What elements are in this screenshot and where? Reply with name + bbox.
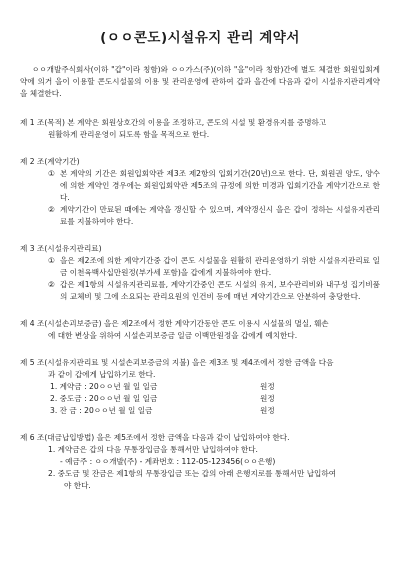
article-2-item <box>20 204 380 228</box>
payment-blank <box>200 381 260 393</box>
payment-suffix: 원정 <box>260 406 275 415</box>
article-3-heading: 제 3 조(시설유지관리료) <box>20 244 102 253</box>
article-5-heading: 제 5 조(시설유지관리료 및 시설손괴보증금의 지불) 을은 제3조 및 제4조에서 정한 금액을 다음 <box>20 358 334 367</box>
article-2 <box>20 156 380 228</box>
article-1 <box>20 117 380 141</box>
document-title: (ㅇㅇ콘도)시설유지 관리 계약서 <box>100 30 300 46</box>
payment-label: 1. 계약금 : 20ㅇㅇ년 월 일 일금 <box>50 382 158 391</box>
intro-paragraph: ㅇㅇ개발주식회사(이하 "갑"이라 칭함)와 ㅇㅇ가스(주)(이하 "을"이라 칭함)간에 별도 체결한 회원입회계약에 의거 을이 이용할 콘도시설물의 이용 및 관리운영에 관하여 갑과 을간에 다음과 같이 시설유지관리계약을 체결한다. <box>20 65 380 98</box>
article-2-heading: 제 2 조(계약기간) <box>20 157 80 166</box>
article-4-body: 에 대한 변상을 위하여 시설손괴보증금 일금 이백만원정을 갑에게 예치한다. <box>48 331 298 340</box>
item-number: ② <box>48 280 55 289</box>
item-number: ② <box>48 205 55 214</box>
article-1-body: 원활하게 관리운영이 되도록 함을 목적으로 한다. <box>48 130 210 139</box>
article-3-item <box>20 255 380 279</box>
article-6-item-1: 1. 계약금은 갑의 다음 무통장입금을 통해서만 납입하여야 한다. <box>48 445 258 454</box>
article-5 <box>20 357 380 417</box>
article-3 <box>20 243 380 303</box>
article-2-item <box>20 168 380 204</box>
item-number: ① <box>48 169 55 178</box>
payment-label: 2. 중도금 : 20ㅇㅇ년 월 일 일금 <box>50 394 158 403</box>
payment-row <box>20 405 380 417</box>
payment-row <box>20 393 380 405</box>
article-5-body: 과 같이 갑에게 납입하기로 한다. <box>48 370 156 379</box>
payment-blank <box>200 393 260 405</box>
payment-label: 3. 잔 금 : 20ㅇㅇ년 월 일 일금 <box>50 406 153 415</box>
item-text: 을은 제2조에 의한 계약기간중 갑이 콘도 시설물을 원활히 관리운영하기 위한 시설유지관리료 일금 이천육백사십만원정(부가세 포함)을 갑에게 지불하여야 한다. <box>60 256 380 277</box>
article-4-heading: 제 4 조(시설손괴보증금) 을은 제2조에서 정한 계약기간동안 콘도 이용시 시설물의 멸실, 훼손 <box>20 319 329 328</box>
article-6-item-2-cont: 야 한다. <box>64 481 91 490</box>
payment-row <box>20 381 380 393</box>
payment-suffix: 원정 <box>260 382 275 391</box>
article-6-heading: 제 6 조(대금납입방법) 을은 제5조에서 정한 금액을 다음과 같이 납입하여야 한다. <box>20 433 290 442</box>
payment-blank <box>200 405 260 417</box>
item-text: 본 계약의 기간은 회원입회약관 제3조 제2항의 입회기간(20년)으로 한다. 단, 회원권 양도, 양수에 의한 계약인 경우에는 회원입회약관 제5조의 규정에 의한 미경과 입회기간을 계약기간으로 한다. <box>60 169 380 202</box>
bank-account-line: - 예금주 : ㅇㅇ개발(주) - 계좌번호 : 112-05-123456(ㅇㅇ은행) <box>60 457 276 466</box>
item-number: ① <box>48 256 55 265</box>
article-4 <box>20 318 380 342</box>
payment-suffix: 원정 <box>260 394 275 403</box>
item-text: 계약기간이 만료된 때에는 계약을 갱신할 수 있으며, 계약갱신시 을은 갑이 정하는 시설유지관리료를 지불하여야 한다. <box>60 205 380 226</box>
article-6-item-2: 2. 중도금 및 잔금은 제1항의 무통장입금 또는 갑의 아래 은행지로를 통해서만 납입하여 <box>48 469 337 478</box>
article-3-item <box>20 279 380 303</box>
article-1-heading: 제 1 조(목적) 본 계약은 회원상호간의 이용을 조정하고, 콘도의 시설 및 환경유지를 증명하고 <box>20 118 327 127</box>
item-text: 갑은 제1항의 시설유지관리료를, 계약기간중인 콘도 시설의 유지, 보수관리비와 내구성 집기비품의 교체비 및 그에 소요되는 관리요원의 인건비 등에 매년 계약기간으로 안분하여 충당한다. <box>60 280 380 301</box>
article-6 <box>20 432 380 492</box>
